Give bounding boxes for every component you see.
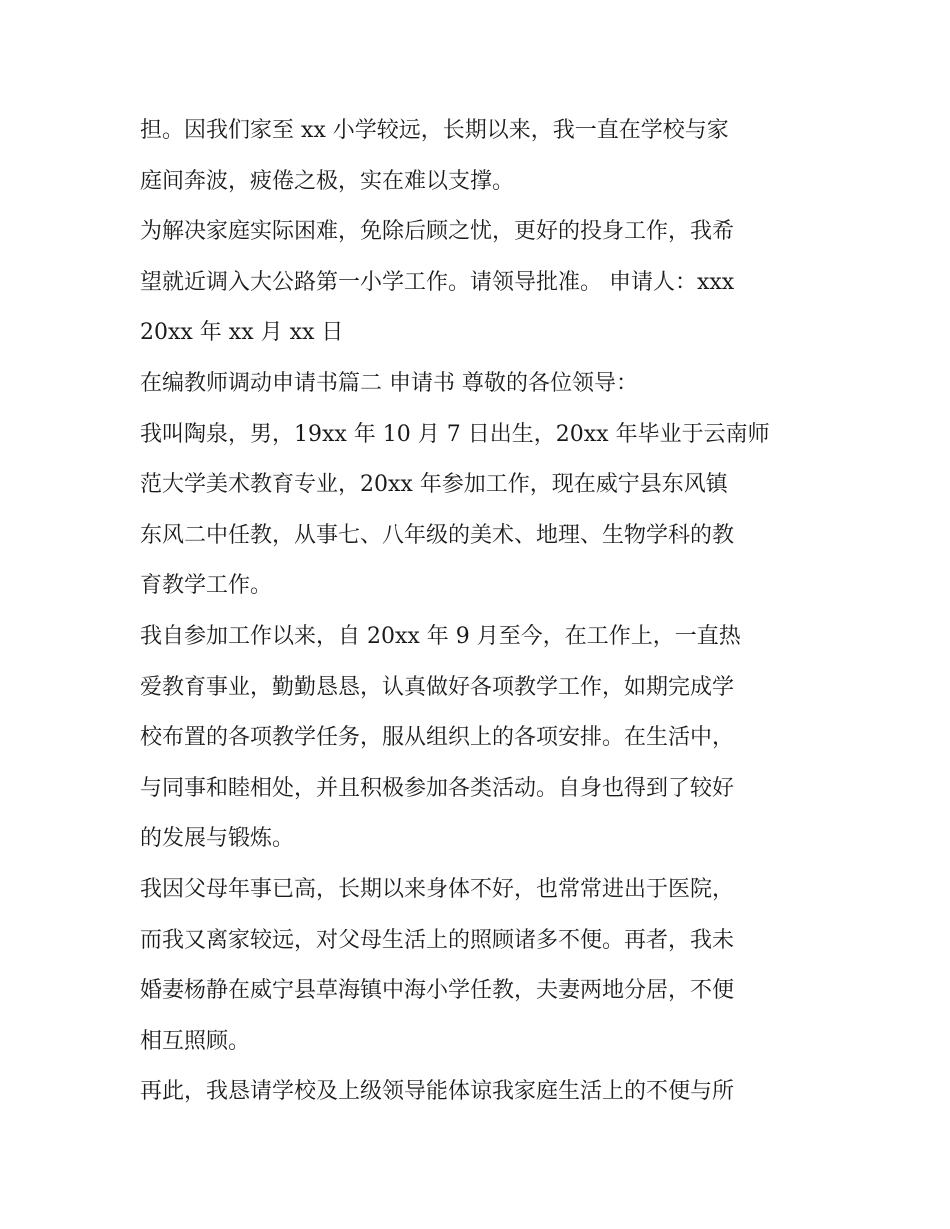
section-heading-line: 在编教师调动申请书篇二 申请书 尊敬的各位领导： bbox=[140, 370, 638, 396]
text-line: 婚妻杨静在威宁县草海镇中海小学任教，夫妻两地分居，不便 bbox=[140, 978, 735, 1004]
text-line: 与同事和睦相处，并且积极参加各类活动。自身也得到了较好 bbox=[140, 775, 735, 801]
text-line: 20xx 年 xx 月 xx 日 bbox=[140, 320, 344, 346]
text-line: 再此，我恳请学校及上级领导能体谅我家庭生活上的不便与所 bbox=[140, 1079, 735, 1105]
text-line: 我因父母年事已高，长期以来身体不好，也常常进出于医院， bbox=[140, 876, 735, 902]
text-line: 校布置的各项教学任务，服从组织上的各项安排。在生活中， bbox=[140, 725, 735, 751]
text-line: 庭间奔波，疲倦之极，实在难以支撑。 bbox=[140, 168, 515, 194]
text-line: 育教学工作。 bbox=[140, 573, 273, 599]
text-line: 担。因我们家至 xx 小学较远，长期以来，我一直在学校与家 bbox=[140, 118, 729, 143]
text-line: 东风二中任教，从事七、八年级的美术、地理、生物学科的教 bbox=[140, 522, 735, 548]
document-body bbox=[140, 106, 820, 1118]
text-line: 望就近调入大公路第一小学工作。请领导批准。 申请人：xxx bbox=[140, 269, 735, 295]
text-line: 我自参加工作以来，自 20xx 年 9 月至今，在工作上，一直热 bbox=[140, 623, 741, 649]
text-line: 的发展与锻炼。 bbox=[140, 826, 295, 852]
text-line: 爱教育事业，勤勤恳恳，认真做好各项教学工作，如期完成学 bbox=[140, 674, 735, 700]
text-line: 相互照顾。 bbox=[140, 1028, 251, 1054]
text-line: 为解决家庭实际困难，免除后顾之忧，更好的投身工作，我希 bbox=[140, 219, 735, 245]
text-line: 而我又离家较远，对父母生活上的照顾诸多不便。再者，我未 bbox=[140, 927, 735, 953]
text-line: 范大学美术教育专业，20xx 年参加工作，现在威宁县东风镇 bbox=[140, 472, 728, 498]
text-line: 我叫陶泉，男，19xx 年 10 月 7 日出生，20xx 年毕业于云南师 bbox=[140, 421, 770, 447]
